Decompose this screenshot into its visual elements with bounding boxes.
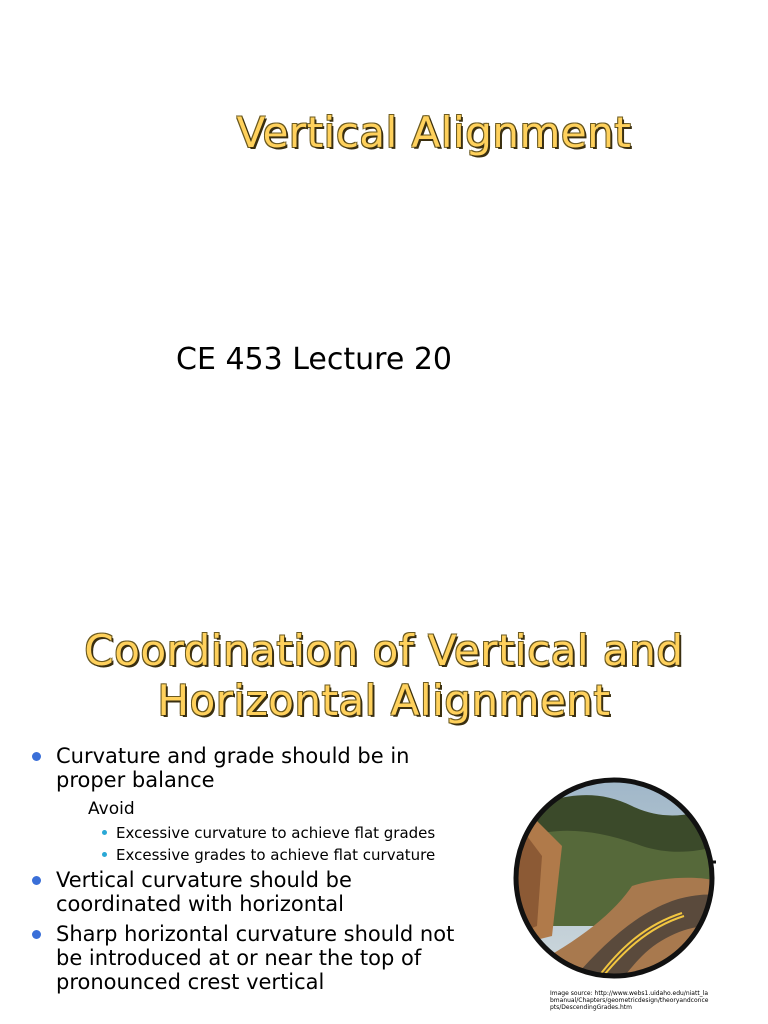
slide-title: Vertical Alignment [236,108,632,157]
bullet-icon [32,752,41,761]
bullet-text: Sharp horizontal curvature should not be introduced at or near the top of pronounced crest vertical [56,922,455,994]
slide-title [0,626,768,727]
bullet-item [28,868,468,916]
sub-bullet-text: Excessive curvature to achieve flat grades [116,824,436,842]
sub-bullet-icon [102,830,107,835]
road-photo [512,776,716,980]
slide-2 [0,592,768,1024]
bullet-item [28,744,468,792]
slide-subtitle: CE 453 Lecture 20 [176,342,452,377]
sub-bullet-icon [102,852,107,857]
bullet-text: Curvature and grade should be in proper balance [56,744,410,792]
bullet-list [28,744,468,1000]
title-line-1: Coordination of Vertical and [84,626,684,675]
title-line-2: Horizontal Alignment [157,676,611,726]
sub-bullet-item [28,824,468,842]
bullet-text: Vertical curvature should be coordinated with horizontal [56,868,352,916]
bullet-icon [32,930,41,939]
image-source-caption: Image source: http://www.webs1.uidaho.edu/niatt_labmanual/Chapters/geometricdesign/theoryandconcepts/DescendingGrades.htm [550,990,709,1011]
sub-bullet-text: Excessive grades to achieve flat curvature [116,846,436,864]
bullet-item [28,922,468,994]
bullet-icon [32,876,41,885]
sub-bullet-item [28,846,468,864]
sub-heading: Avoid [88,799,135,819]
